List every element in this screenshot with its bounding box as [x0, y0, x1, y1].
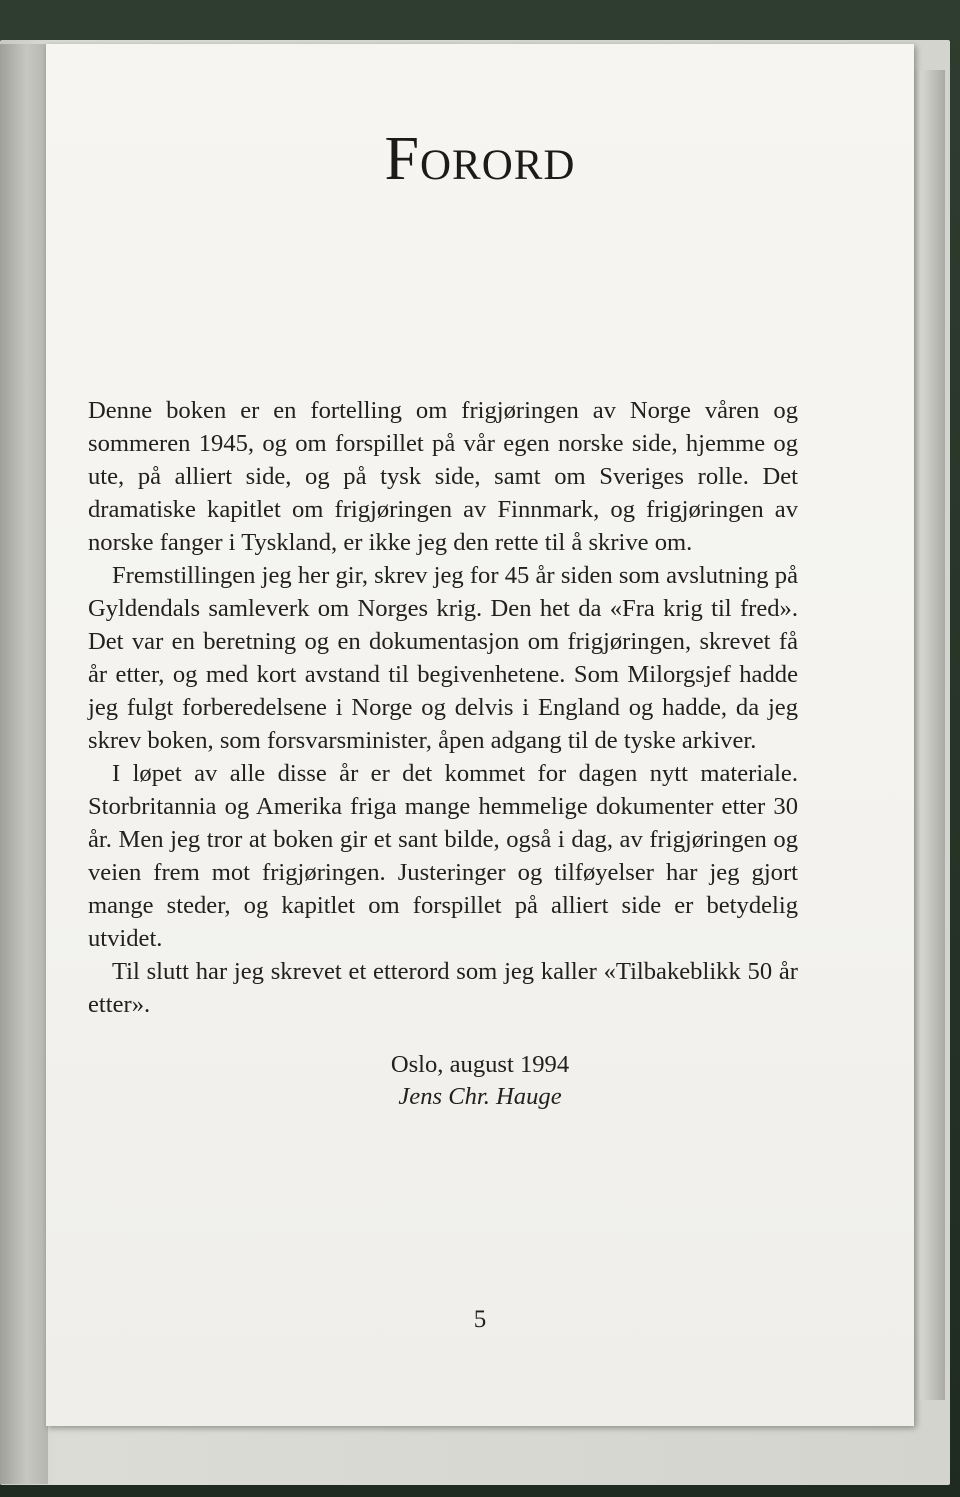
foreword-body — [88, 394, 798, 1021]
book-left-pages — [0, 44, 48, 1484]
book-page — [46, 44, 914, 1426]
paragraph-1: Denne boken er en fortelling om frigjøringen av Norge våren og sommeren 1945, og om forspillet på vår egen norske side, hjemme og ute, på alliert side, og på tysk side, samt om Sveriges rolle. Det dramatiske kapitlet om frigjøringen av Finnmark, og frigjøringen av norske fanger i Tyskland, er ikke jeg den rette til å skrive om. — [88, 397, 798, 556]
paragraph-3: I løpet av alle disse år er det kommet for dagen nytt materiale. Storbritannia og Amerika friga mange hemmelige dokumenter etter 30 år. Men jeg tror at boken gir et sant bilde, også i dag, av frigjøringen og veien frem mot frigjøringen. Justeringer og tilføyelser har jeg gjort mange steder, og kapitlet om forspillet på alliert side er betydelig utvidet. — [88, 760, 798, 952]
page-number: 5 — [473, 1306, 487, 1333]
page-title: Forord — [384, 125, 576, 193]
place-and-date: Oslo, august 1994 — [390, 1051, 570, 1078]
author-signature: Jens Chr. Hauge — [398, 1083, 562, 1110]
paragraph-4: Til slutt har jeg skrevet et etterord som jeg kaller «Tilbakeblikk 50 år etter». — [88, 958, 798, 1018]
paragraph-2: Fremstillingen jeg her gir, skrev jeg for 45 år siden som avslutning på Gyldendals samleverk om Norges krig. Den het da «Fra krig til fred». Det var en beretning og en dokumentasjon om frigjøringen, skrevet få år etter, og med kort avstand til begivenhetene. Som Milorgsjef hadde jeg fulgt forberedelsene i Norge og delvis i England og hadde, da jeg skrev boken, som forsvarsminister, åpen adgang til de tyske arkiver. — [88, 562, 798, 754]
